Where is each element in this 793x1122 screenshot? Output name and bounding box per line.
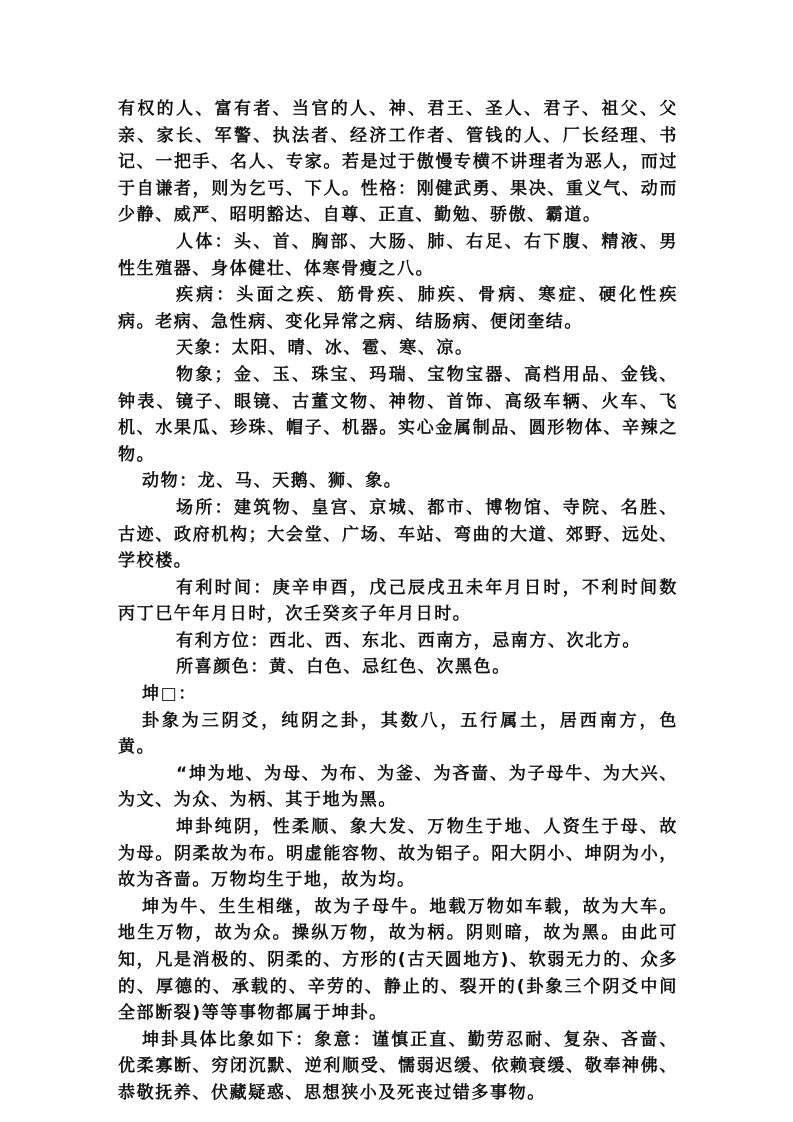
paragraph-time: 有利时间：庚辛申酉，戊己辰戌丑未年月日时，不利时间数丙丁巳午年月日时，次壬癸亥子年月日时。: [118, 577, 678, 625]
paragraph-objects: 物象；金、玉、珠宝、玛瑞、宝物宝器、高档用品、金钱、钟表、镜子、眼镜、古董文物、神物、首饰、高级车辆、火车、飞机、水果瓜、珍珠、帽子、机器。实心金属制品、圆形物体、辛辣之物。: [118, 364, 678, 465]
paragraph-animals: 动物：龙、马、天鹅、狮、象。: [142, 471, 403, 492]
paragraph-kun-cattle: 坤为牛、生生相继，故为子母牛。地载万物如车载，故为大车。地生万物，故为众。操纵万物，故为柄。阴则暗，故为黑。由此可知，凡是消极的、阴柔的、方形的(古天圆地方)、软弱无力的、众多的、厚德的、承载的、辛劳的、静止的、裂开的(卦象三个阴爻中间全部断裂)等等事物都属于坤卦。: [118, 896, 678, 1024]
paragraph-colors: 所喜颜色：黄、白色、忌红色、次黑色。: [176, 657, 511, 678]
paragraph-kun-symbol: 卦象为三阴爻，纯阴之卦，其数八，五行属土，居西南方，色黄。: [118, 710, 678, 758]
paragraph-diseases: 疾病：头面之疾、筋骨疾、肺疾、骨病、寒症、硬化性疾病。老病、急性病、变化异常之病、结肠病、便闭奎结。: [118, 285, 678, 332]
paragraph-directions: 有利方位：西北、西、东北、西南方，忌南方、次北方。: [176, 630, 641, 651]
paragraph-kun-quote: “坤为地、为母、为布、为釜、为吝啬、为子母牛、为大兴、为文、为众、为柄、其于地为黑。: [118, 763, 678, 811]
paragraph-kun-nature: 坤卦纯阴，性柔顺、象大发、万物生于地、人资生于母、故为母。阴柔故为布。明虚能容物、故为铝子。阳大阴小、坤阴为小，故为吝啬。万物均生于地，故为均。: [118, 817, 678, 891]
paragraph-people: 有权的人、富有者、当官的人、神、君王、圣人、君子、祖父、父亲、家长、军警、执法者、经济工作者、管钱的人、厂长经理、书记、一把手、名人、专家。若是过于傲慢专横不讲理者为恶人，而过于自谦者，则为乞丐、下人。性格：刚健武勇、果决、重义气、动而少静、威严、昭明豁达、自尊、正直、勤勉、骄傲、霸道。: [118, 99, 678, 226]
paragraph-body-parts: 人体：头、首、胸部、大肠、肺、右足、右下腹、精液、男性生殖器、身体健壮、体寒骨瘦之八。: [118, 231, 678, 279]
body-text: [118, 96, 678, 1107]
paragraph-places: 场所：建筑物、皇宫、京城、都市、博物馆、寺院、名胜、古迹、政府机构；大会堂、广场、车站、弯曲的大道、郊野、远处、学校楼。: [118, 497, 678, 572]
paragraph-kun-meanings: 坤卦具体比象如下：象意：谨慎正直、勤劳忍耐、复杂、吝啬、优柔寡断、穷闭沉默、逆利顺受、懦弱迟缓、依赖衰缓、敬奉神佛、恭敬抚养、伏藏疑惑、思想狭小及死丧过错多事物。: [118, 1029, 678, 1103]
paragraph-weather: 天象：太阳、晴、冰、雹、寒、凉。: [176, 338, 474, 359]
section-heading-kun: 坤□：: [142, 684, 197, 705]
